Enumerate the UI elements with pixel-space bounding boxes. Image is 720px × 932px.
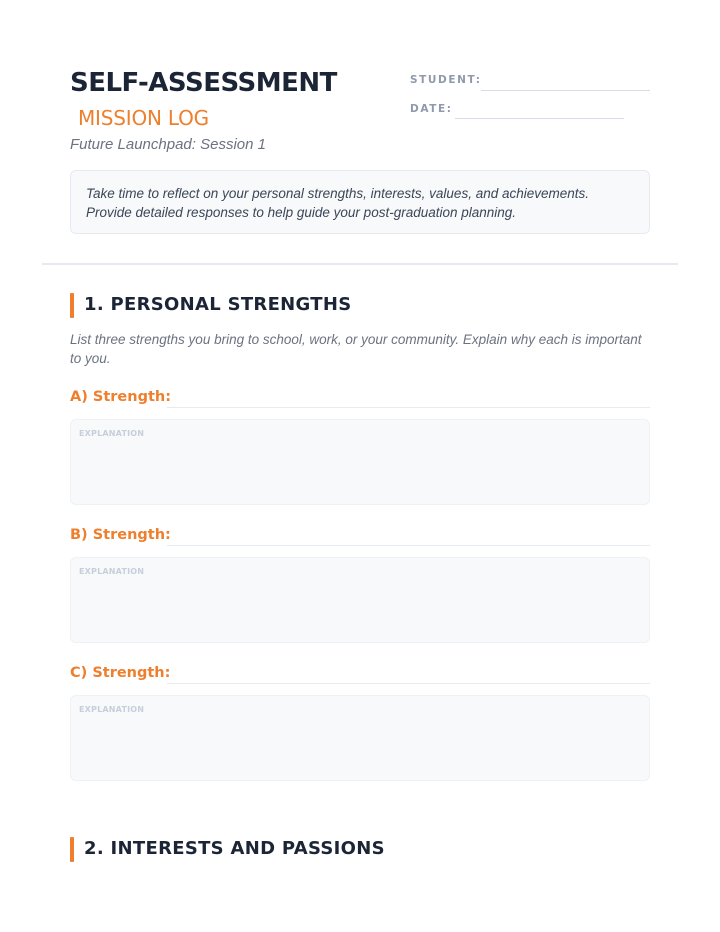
- strength-a-label: A) Strength:: [70, 389, 172, 405]
- section-accent-bar: [70, 293, 74, 318]
- explanation-label: EXPLANATION: [79, 429, 145, 438]
- session-label: Future Launchpad: Session 1: [70, 136, 266, 153]
- strength-b-label: B) Strength:: [70, 527, 171, 543]
- strength-c-explanation-box[interactable]: [70, 695, 650, 781]
- section-title-personal-strengths: 1. PERSONAL STRENGTHS: [84, 294, 352, 315]
- strength-c-field[interactable]: [167, 683, 650, 684]
- strength-a-explanation-box[interactable]: [70, 419, 650, 505]
- student-label: STUDENT:: [410, 74, 482, 86]
- strength-a-field[interactable]: [167, 407, 650, 408]
- strength-c-label: C) Strength:: [70, 665, 171, 681]
- header-divider: [42, 263, 678, 265]
- section-title-interests-and-passions: 2. INTERESTS AND PASSIONS: [84, 838, 385, 859]
- date-field[interactable]: [455, 118, 624, 119]
- section-accent-bar: [70, 837, 74, 862]
- page-title: SELF-ASSESSMENT: [70, 68, 337, 98]
- date-label: DATE:: [410, 103, 453, 115]
- strength-b-explanation-box[interactable]: [70, 557, 650, 643]
- section-description: List three strengths you bring to school, work, or your community. Explain why each is important to you.: [70, 332, 642, 366]
- strength-b-field[interactable]: [167, 545, 650, 546]
- page-subtitle: MISSION LOG: [78, 106, 209, 130]
- student-field[interactable]: [481, 90, 650, 91]
- explanation-label: EXPLANATION: [79, 705, 145, 714]
- explanation-label: EXPLANATION: [79, 567, 145, 576]
- intro-instructions: Take time to reflect on your personal strengths, interests, values, and achievements. Provide detailed responses to help guide your post-graduation planning.: [70, 170, 650, 234]
